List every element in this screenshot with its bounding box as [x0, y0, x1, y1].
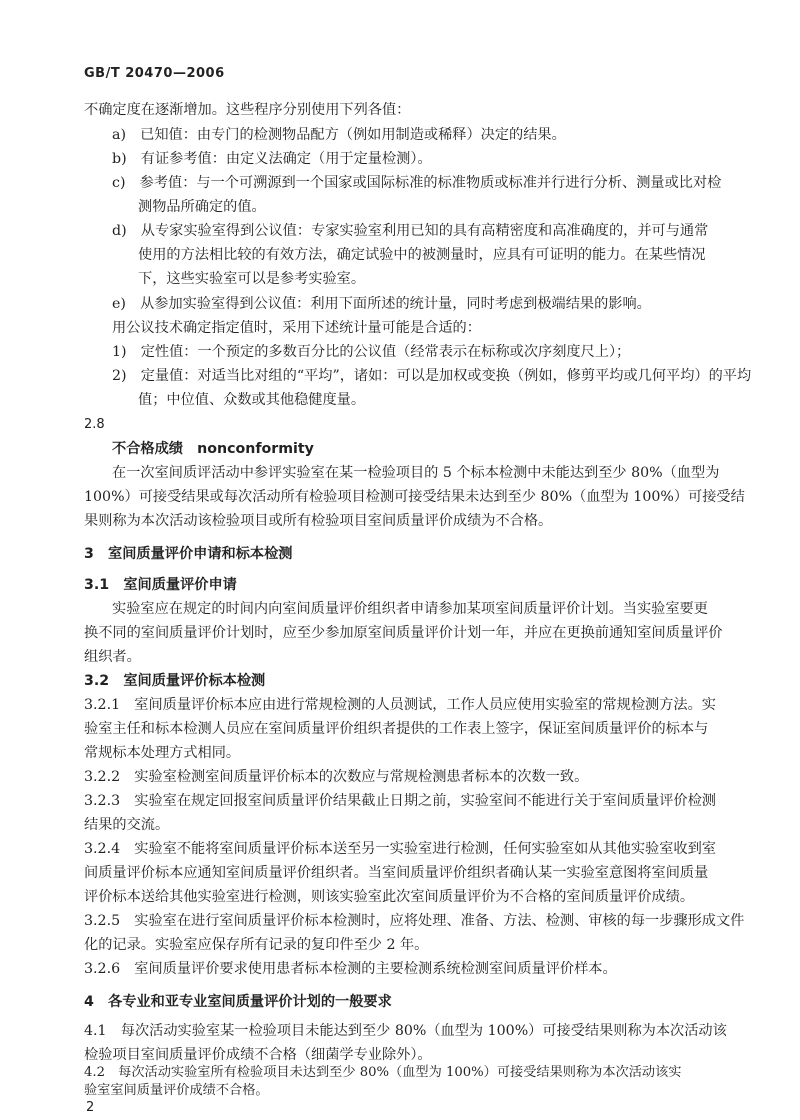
list-item-c-cont: 测物品所确定的值。 — [138, 199, 266, 215]
list-item-1: 1) 定性值：一个预定的多数百分比的公议值（经常表示在标称或次序刻度尺上）； — [112, 344, 631, 360]
text-line: 常规标本处理方式相同。 — [84, 745, 241, 761]
text-line: 化的记录。实验室应保存所有记录的复印件至少 2 年。 — [84, 937, 429, 953]
text-line: 100%）可接受结果或每次活动所有检验项目检测可接受结果未达到至少 80%（血型为 100%）可接受结 — [84, 489, 745, 505]
text-line: 在一次室间质评活动中参评实验室在某一检验项目的 5 个标本检测中未能达到至少 80%（血型为 — [112, 465, 720, 481]
list-item-a: a) 已知值：由专门的检测物品配方（例如用制造或稀释）决定的结果。 — [112, 127, 566, 143]
clause-text: 3.2.3 实验室在规定回报室间质量评价结果截止日期之前，实验室间不能进行关于室间质量评价检测 — [84, 793, 716, 809]
text-line: 验室主任和标本检测人员应在室间质量评价组织者提供的工作表上签字，保证室间质量评价的标本与 — [84, 721, 709, 737]
text-line: 检验项目室间质量评价成绩不合格（细菌学专业除外）。 — [84, 1047, 432, 1063]
list-item-d-cont: 使用的方法相比较的有效方法，确定试验中的被测量时，应具有可证明的能力。在某些情况 — [138, 247, 706, 263]
list-item-d: d) 从专家实验室得到公议值：专家实验室利用已知的具有高精密度和高准确度的，并可与通常 — [112, 223, 709, 239]
clause-text: 4.2 每次活动实验室所有检验项目未达到至少 80%（血型为 100%）可接受结果则称为本次活动该实 — [84, 1065, 682, 1080]
text-line: 不确定度在逐渐增加。这些程序分别使用下列各值： — [84, 102, 411, 118]
text-line: 用公议技术确定指定值时，采用下述统计量可能是合适的： — [112, 320, 481, 336]
section-heading: 3 室间质量评价申请和标本检测 — [84, 546, 293, 562]
list-item-c: c) 参考值：与一个可溯源到一个国家或国际标准的标准物质或标准并行进行分析、测量或比对检 — [112, 175, 722, 191]
clause-text: 3.2.1 室间质量评价标本应由进行常规检测的人员测试，工作人员应使用实验室的常规检测方法。实 — [84, 697, 716, 713]
list-item-2-cont: 值；中位值、众数或其他稳健度量。 — [138, 392, 366, 408]
text-line: 验室室间质量评价成绩不合格。 — [84, 1083, 269, 1098]
page-number: 2 — [86, 1100, 95, 1115]
list-item-e: e) 从参加实验室得到公议值：利用下面所述的统计量，同时考虑到极端结果的影响。 — [112, 296, 651, 312]
text-line: 结果的交流。 — [84, 817, 170, 833]
subsection-heading: 3.1 室间质量评价申请 — [84, 577, 237, 593]
text-line: 间质量评价标本应通知室间质量评价组织者。当室间质量评价组织者确认某一实验室意图将室间质量 — [84, 865, 709, 881]
clause-text: 3.2.2 实验室检测室间质量评价标本的次数应与常规检测患者标本的次数一致。 — [84, 769, 589, 785]
clause-text: 3.2.6 室间质量评价要求使用患者标本检测的主要检测系统检测室间质量评价样本。 — [84, 961, 617, 977]
clause-text: 3.2.5 实验室在进行室间质量评价标本检测时，应将处理、准备、方法、检测、审核的每一步骤形成文件 — [84, 913, 745, 929]
subsection-heading: 3.2 室间质量评价标本检测 — [84, 673, 266, 689]
term-title: 不合格成绩 nonconformity — [112, 441, 314, 457]
list-item-b: b) 有证参考值：由定义法确定（用于定量检测）。 — [112, 151, 432, 167]
text-line: 换不同的室间质量评价计划时，应至少参加原室间质量评价计划一年，并应在更换前通知室间质量评价 — [84, 625, 723, 641]
list-item-2: 2) 定量值：对适当比对组的“平均”，诸如：可以是加权或变换（例如，修剪平均或几何平均）的平均 — [112, 368, 752, 384]
standard-header: GB/T 20470—2006 — [84, 66, 225, 81]
clause-text: 4.1 每次活动实验室某一检验项目未能达到至少 80%（血型为 100%）可接受结果则称为本次活动该 — [84, 1023, 727, 1039]
clause-number: 2.8 — [84, 417, 105, 432]
text-line: 果则称为本次活动该检验项目或所有检验项目室间质量评价成绩为不合格。 — [84, 513, 553, 529]
text-line: 实验室应在规定的时间内向室间质量评价组织者申请参加某项室间质量评价计划。当实验室要更 — [112, 601, 708, 617]
list-item-d-cont: 下，这些实验室可以是参考实验室。 — [138, 271, 366, 287]
text-line: 组织者。 — [84, 649, 141, 665]
text-line: 评价标本送给其他实验室进行检测，则该实验室此次室间质量评价为不合格的室间质量评价成绩。 — [84, 889, 695, 905]
section-heading: 4 各专业和亚专业室间质量评价计划的一般要求 — [84, 994, 392, 1010]
clause-text: 3.2.4 实验室不能将室间质量评价标本送至另一实验室进行检测，任何实验室如从其他实验室收到室 — [84, 841, 716, 857]
